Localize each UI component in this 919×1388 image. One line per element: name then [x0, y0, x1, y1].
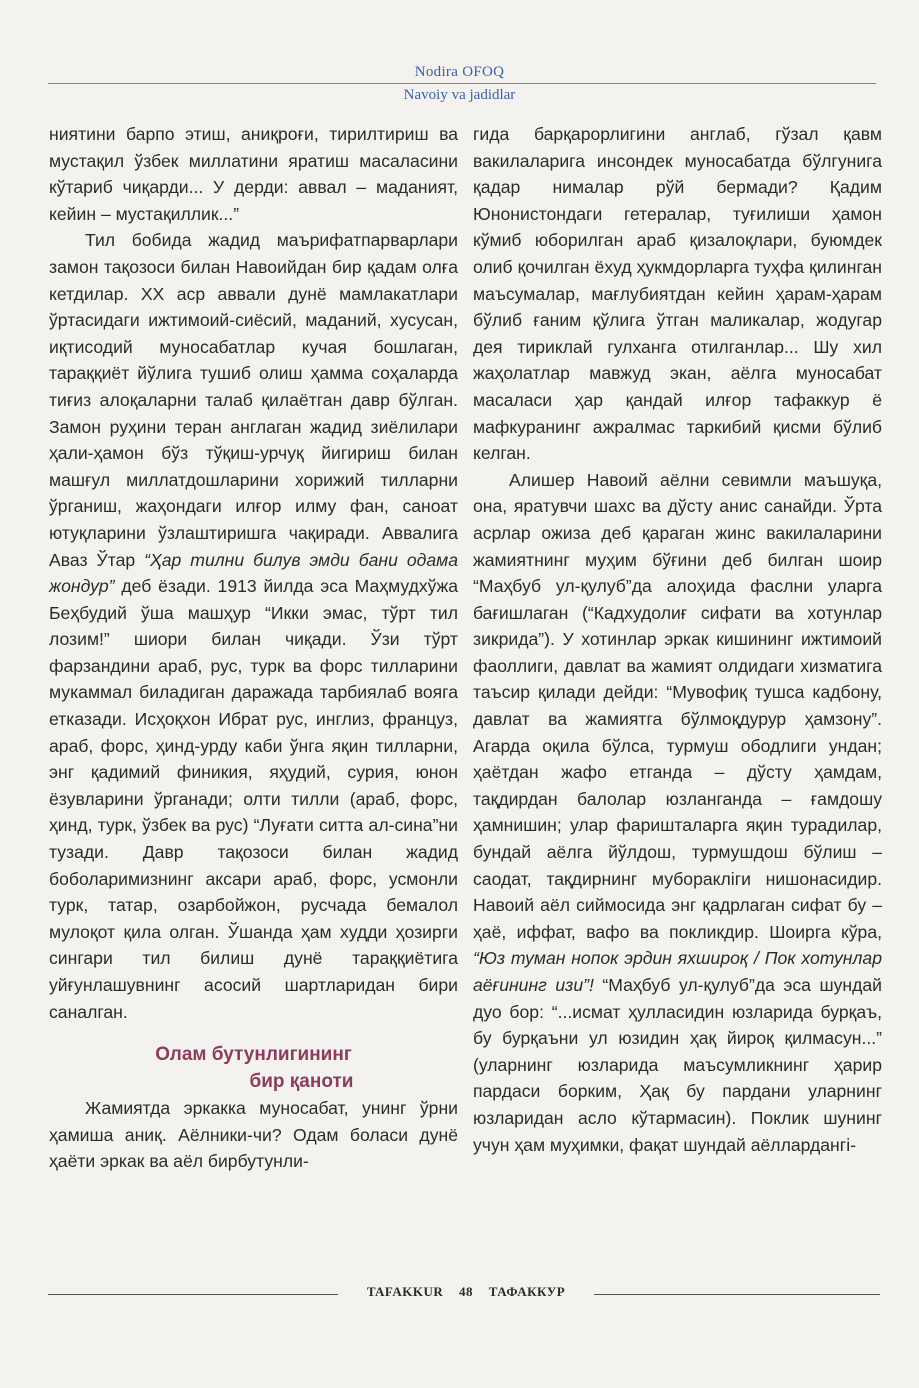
footer-right-label: ТАФАККУР [488, 1284, 566, 1299]
right-column [473, 121, 882, 1158]
quote: “Ҳар тилни билув эмди бани одама жондур” [49, 549, 458, 597]
running-header [0, 62, 919, 112]
footer-left-label: TAFAKKUR [366, 1284, 444, 1299]
section-heading: Олам бутунлигининг бир қаноти [155, 1044, 354, 1093]
paragraph: Жамиятда эркакка муносабат, унинг ўрни ҳамиша аниқ. Аёлники-чи? Одам боласи дунё ҳаёти эркак ва аёл бирбутунли- [49, 1098, 458, 1172]
paragraph: Тил бобида жадид маърифатпарварлари замон тақозоси билан Навоийдан бир қадам олға кетдилар. XX аср аввали дунё мамлакатлари ўртасидаги ижтимоий-сиёсий, маданий, хусусан, иқтисодий муносабатлар кучая бошлаган, тараққиёт йўлига тушиб олиш ҳамма соҳаларда тиғиз алоқаларни талаб қилаётган давр бўлган. Замон руҳини теран англаган жадид зиёлилари ҳали-ҳамон бўз тўқиш-урчуқ йигириш билан машғул миллатдошларини хорижий тилларни ўрганиш, жаҳондаги илғор илму фан, саноат ютуқларини ўзлаштиришга чақиради. Аввалига Аваз Ўтар “Ҳар тилни билув эмди бани одама жондур” деб ёзади. 1913 йилда эса Маҳмудхўжа Беҳбудий ўша машҳур “Икки эмас, тўрт тил лозим!” шиори билан чиқади. Ўзи тўрт фарзандини араб, рус, турк ва форс тилларини мукаммал биладиган даражада тарбиялаб вояга етказади. Исҳоқхон Ибрат рус, инглиз, француз, араб, форс, ҳинд-урду каби ўнга яқин тилларни, энг қадимий финикия, яҳудий, сурия, юнон ёзувларини ўрганади; олти тилли (араб, форс, ҳинд, турк, ўзбек ва рус) “Луғати ситта ал-сина”ни тузади. Давр тақозоси билан жадид боболаримизнинг аксари араб, форс, усмонли турк, татар, озарбойжон, русчада бемалол мулоқот қила олган. Ўшанда ҳам худди ҳозирги сингари тил билиш дунё тараққиётига уйғунлашувнинг асосий шартларидан бири саналган. [49, 230, 458, 1022]
footer-rule-right [594, 1294, 880, 1295]
paragraph: ниятини барпо этиш, аниқроғи, тирилтириш ва мустақил ўзбек миллатини яратиш масаласини кўтариб чиқарди... У дерди: аввал – маданият, кейин – мустақиллик...” [49, 124, 458, 224]
header-article-title: Navoiy va jadidlar [403, 87, 516, 103]
footer-rule-left [48, 1294, 338, 1295]
paragraph: гида барқарорлигини англаб, гўзал қавм вакилаларига инсондек муносабатда бўлгунига қадар нималар рўй бермади? Қадим Юнонистондаги гетералар, туғилиши ҳамон кўмиб юборилган араб қизалоқлари, буюмдек олиб қочилган ёхуд ҳукмдорларга туҳфа қилинган маъсумалар, мағлубиятдан кейин ҳарам-ҳарам бўлиб ғаним қўлига ўтган маликалар, жодугар дея тириклай гулханга отилганлар... Шу хил жаҳолатлар мавжуд экан, аёлга муносабат масаласи ҳар қандай илғор тафаккур ё мафкуранинг ажралмас таркибий қисми бўлиб келган. [473, 124, 882, 464]
footer-text [340, 1284, 592, 1300]
left-column [49, 121, 458, 1175]
paragraph: Алишер Навоий аёлни севимли маъшуқа, она, яратувчи шахс ва дўсту анис санайди. Ўрта асрлар ожиза деб қараган жинс вакилаларини жамиятнинг муҳим бўғини деб билган шоир “Маҳбуб ул-қулуб”да алоҳида фаслни уларга бағишлаган (“Кадхудолиғ сифати ва хотунлар зикрида”). У хотинлар эркак кишининг ижтимоий фаоллиги, давлат ва жамият олдидаги хизматига таъсир қилади дейди: “Мувофиқ тушса кадбону, давлат ва жамиятга бўлмоқдурур ҳамзону”. Агарда оқила бўлса, турмуш ободлиги ундан; ҳаётдан жафо етганда – дўсту ҳамдам, тақдирдан балолар юзланганда – ғамдошу ҳамнишин; улар фаришталарга яқин турадилар, бундай аёлга йўлдош, турмушдош бўлиш – саодат, тақдирнинг муборакліги нишонасидир. Навоий аёл сиймосида энг қадрлаган сифат бу – ҳаё, иффат, вафо ва покликдир. Шоирга кўра, “Юз туман нопок эрдин яхшироқ / Пок хотунлар аёғининг изи”! “Маҳбуб ул-қулуб”да эса шундай дуо бор: “...исмат ҳулласидин юзларида бурқаъ, бу бурқаъни ул юзидин ҳақ йироқ қилмасун...” (уларнинг юзларида маъсумликнинг ҳарир пардаси борким, Ҳақ бу пардани уларнинг юзларидан асло кўтармасин). Поклик шунинг учун ҳам муҳимки, фақат шундай аёллардангі- [473, 469, 882, 1155]
header-author: Nodira OFOQ [414, 64, 505, 80]
header-rule [48, 83, 876, 84]
quote: “Юз туман нопок эрдин яхшироқ / Пок хотунлар аёғининг изи”! [473, 948, 882, 995]
page-number: 48 [459, 1284, 474, 1299]
page-footer [0, 1282, 919, 1306]
